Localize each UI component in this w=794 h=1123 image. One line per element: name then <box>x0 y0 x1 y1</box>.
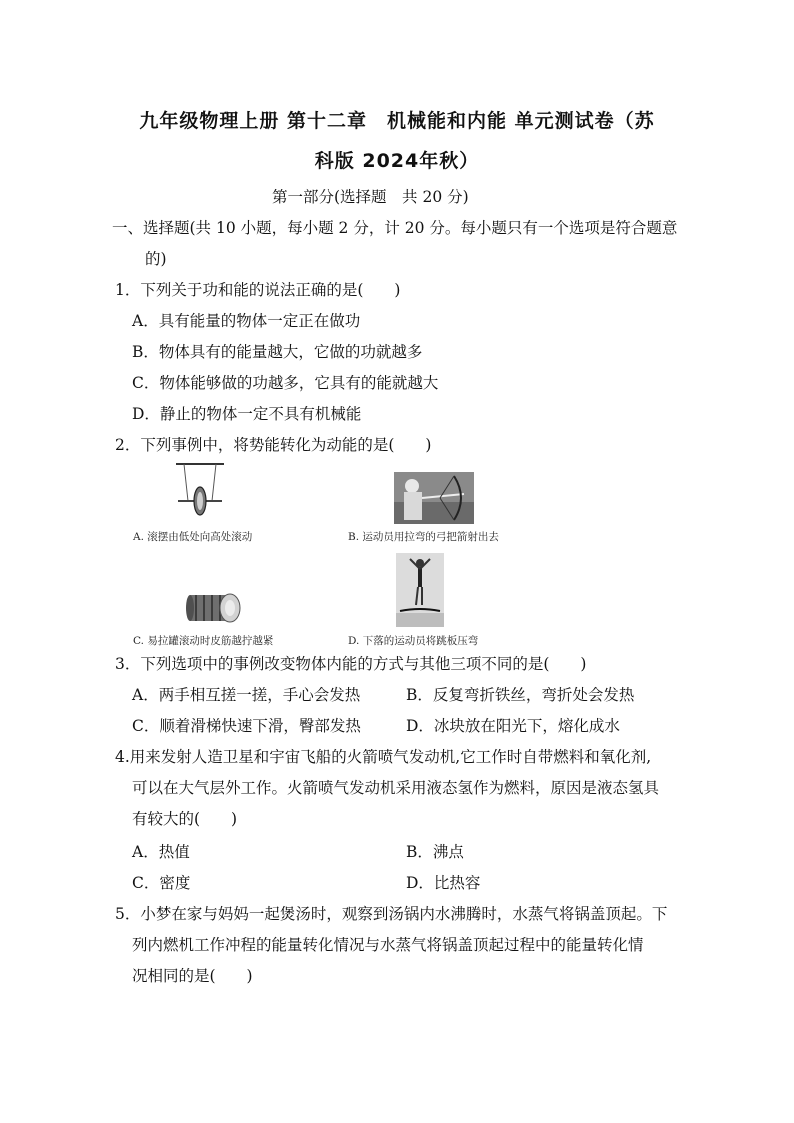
q3-option-c: C．顺着滑梯快速下滑，臀部发热 <box>132 717 361 735</box>
q1-stem: 1．下列关于功和能的说法正确的是( ) <box>115 281 401 299</box>
q3-option-b: B．反复弯折铁丝，弯折处会发热 <box>406 686 635 704</box>
q2-figure-a-maxwell-wheel <box>170 461 230 523</box>
q1-option-c: C．物体能够做的功越多，它具有的能就越大 <box>132 374 439 392</box>
q4-option-b: B．沸点 <box>406 843 464 861</box>
q2-stem: 2．下列事例中，将势能转化为动能的是( ) <box>115 436 432 454</box>
q4-option-d: D．比热容 <box>406 874 481 892</box>
q2-figure-c-rolling-can <box>184 589 242 627</box>
q3-option-a: A．两手相互搓一搓，手心会发热 <box>132 686 361 704</box>
q2-caption-a: A. 滚摆由低处向高处滚动 <box>133 531 253 543</box>
q4-option-a: A．热值 <box>132 843 190 861</box>
section-instruction-line-2: 的) <box>145 250 167 268</box>
title-line-1: 九年级物理上册 第十二章 机械能和内能 单元测试卷（苏 <box>139 110 655 132</box>
q2-caption-d: D. 下落的运动员将跳板压弯 <box>348 635 479 647</box>
title-line-2: 科版 2024年秋） <box>314 150 480 172</box>
q1-option-b: B．物体具有的能量越大，它做的功就越多 <box>132 343 423 361</box>
q4-option-c: C．密度 <box>132 874 191 892</box>
q2-figure-d-diver-photo <box>396 553 444 627</box>
q1-option-d: D．静止的物体一定不具有机械能 <box>132 405 362 423</box>
q1-option-a: A．具有能量的物体一定正在做功 <box>132 312 361 330</box>
q2-caption-c: C. 易拉罐滚动时皮筋越拧越紧 <box>133 635 274 647</box>
q2-figure-b-archer-photo <box>394 472 474 524</box>
q3-option-d: D．冰块放在阳光下，熔化成水 <box>406 717 620 735</box>
q2-caption-b: B. 运动员用拉弯的弓把箭射出去 <box>348 531 499 543</box>
q5-stem-line-1: 5．小梦在家与妈妈一起煲汤时，观察到汤锅内水沸腾时，水蒸气将锅盖顶起。下 <box>115 905 668 923</box>
section-instruction-line-1: 一、选择题(共 10 小题，每小题 2 分，计 20 分。每小题只有一个选项是符合题意 <box>112 219 678 237</box>
q4-stem-line-1: 4.用来发射人造卫星和宇宙飞船的火箭喷气发动机,它工作时自带燃料和氧化剂, <box>115 748 652 766</box>
q5-stem-line-3: 况相同的是( ) <box>132 967 253 985</box>
q4-stem-line-3: 有较大的( ) <box>132 810 238 828</box>
q3-stem: 3．下列选项中的事例改变物体内能的方式与其他三项不同的是( ) <box>115 655 587 673</box>
q4-stem-line-2: 可以在大气层外工作。火箭喷气发动机采用液态氢作为燃料，原因是液态氢具 <box>132 779 660 797</box>
q5-stem-line-2: 列内燃机工作冲程的能量转化情况与水蒸气将锅盖顶起过程中的能量转化情 <box>132 936 644 954</box>
part-header: 第一部分(选择题 共 20 分) <box>272 188 469 206</box>
